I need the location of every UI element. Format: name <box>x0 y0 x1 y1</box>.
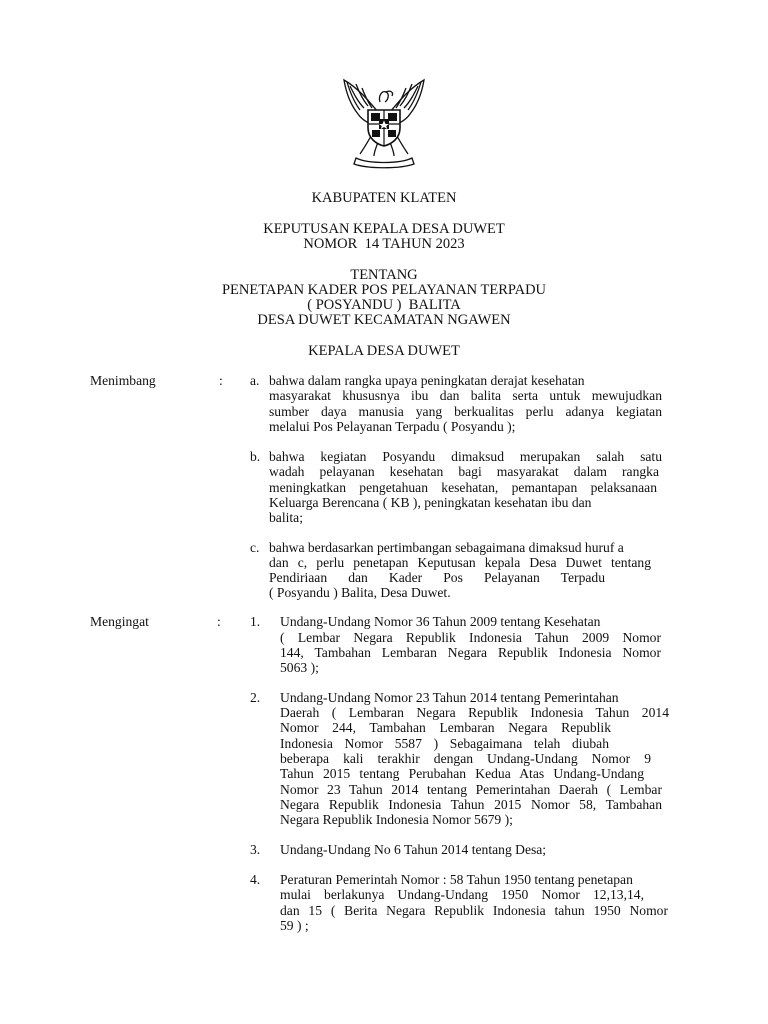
menimbang-b-line-1: bahwa kegiatan Posyandu dimaksud merupakan salah satu <box>269 449 662 464</box>
menimbang-b-line-3: meningkatkan pengetahuan kesehatan, pemantapan pelaksanaan <box>269 480 657 495</box>
mengingat-1-line-3: 144, Tambahan Lembaran Negara Republik Indonesia Nomor <box>280 645 661 660</box>
mengingat-2-line-9: Negara Republik Indonesia Nomor 5679 ); <box>280 812 513 827</box>
menimbang-marker-b: b. <box>250 449 261 464</box>
decree-title: KEPUTUSAN KEPALA DESA DUWET <box>263 221 505 237</box>
mengingat-2-line-1: Undang-Undang Nomor 23 Tahun 2014 tentang Pemerintahan <box>280 690 619 705</box>
subject-line-2: ( POSYANDU ) BALITA <box>307 297 461 313</box>
subject-line-3: DESA DUWET KECAMATAN NGAWEN <box>257 312 511 328</box>
mengingat-2-line-6: Tahun 2015 tentang Perubahan Kedua Atas Undang-Undang <box>280 766 644 781</box>
menimbang-c-line-4: ( Posyandu ) Balita, Desa Duwet. <box>269 585 451 600</box>
menimbang-a-line-4: melalui Pos Pelayanan Terpadu ( Posyandu ); <box>269 419 516 434</box>
issuer-heading: KEPALA DESA DUWET <box>308 343 460 359</box>
garuda-pancasila-emblem <box>328 72 440 170</box>
menimbang-b-line-2: wadah pelayanan kesehatan bagi masyarakat dalam rangka <box>269 464 659 479</box>
subject-line-1: PENETAPAN KADER POS PELAYANAN TERPADU <box>221 282 547 298</box>
menimbang-c-line-2: dan c, perlu penetapan Keputusan kepala Desa Duwet tentang <box>269 555 651 570</box>
mengingat-2-line-5: beberapa kali terakhir dengan Undang-Undang Nomor 9 <box>280 751 651 766</box>
mengingat-2-line-7: Nomor 23 Tahun 2014 tentang Pemerintahan Daerah ( Lembar <box>280 782 662 797</box>
mengingat-2-line-8: Negara Republik Indonesia Tahun 2015 Nomor 58, Tambahan <box>280 797 662 812</box>
menimbang-marker-c: c. <box>250 540 260 555</box>
mengingat-2-line-3: Nomor 244, Tambahan Lembaran Negara Republik <box>280 720 611 735</box>
menimbang-colon: : <box>219 373 223 388</box>
mengingat-4-line-4: 59 ) ; <box>280 918 309 933</box>
mengingat-marker-4: 4. <box>250 872 261 887</box>
mengingat-2-line-4: Indonesia Nomor 5587 ) Sebagaimana telah diubah <box>280 736 609 751</box>
mengingat-1-line-2: ( Lembar Negara Republik Indonesia Tahun 2009 Nomor <box>280 630 661 645</box>
mengingat-colon: : <box>217 614 221 629</box>
mengingat-4-line-2: mulai berlakunya Undang-Undang 1950 Nomor 12,13,14, <box>280 887 644 902</box>
mengingat-marker-3: 3. <box>250 842 261 857</box>
mengingat-1-line-4: 5063 ); <box>280 660 319 675</box>
about-heading: TENTANG <box>350 267 418 283</box>
menimbang-b-line-5: balita; <box>269 510 303 525</box>
mengingat-1-line-1: Undang-Undang Nomor 36 Tahun 2009 tentang Kesehatan <box>280 614 601 629</box>
regency-heading: KABUPATEN KLATEN <box>311 190 457 206</box>
mengingat-3-line-1: Undang-Undang No 6 Tahun 2014 tentang Desa; <box>280 842 547 857</box>
mengingat-label: Mengingat <box>90 614 149 629</box>
menimbang-a-line-3: sumber daya manusia yang berkualitas perlu adanya kegiatan <box>269 404 662 419</box>
menimbang-label: Menimbang <box>90 373 156 388</box>
menimbang-marker-a: a. <box>250 373 260 388</box>
decree-number: NOMOR 14 TAHUN 2023 <box>303 236 465 252</box>
mengingat-marker-1: 1. <box>250 614 261 629</box>
mengingat-4-line-3: dan 15 ( Berita Negara Republik Indonesia tahun 1950 Nomor <box>280 903 668 918</box>
menimbang-a-line-1: bahwa dalam rangka upaya peningkatan derajat kesehatan <box>269 373 585 388</box>
menimbang-c-line-3: Pendiriaan dan Kader Pos Pelayanan Terpadu <box>269 570 605 585</box>
mengingat-4-line-1: Peraturan Pemerintah Nomor : 58 Tahun 1950 tentang penetapan <box>280 872 633 887</box>
mengingat-2-line-2: Daerah ( Lembaran Negara Republik Indonesia Tahun 2014 <box>280 705 669 720</box>
menimbang-c-line-1: bahwa berdasarkan pertimbangan sebagaimana dimaksud huruf a <box>269 540 624 555</box>
menimbang-b-line-4: Keluarga Berencana ( KB ), peningkatan kesehatan ibu dan <box>269 495 592 510</box>
mengingat-marker-2: 2. <box>250 690 261 705</box>
menimbang-a-line-2: masyarakat khususnya ibu dan balita serta untuk mewujudkan <box>269 388 662 403</box>
